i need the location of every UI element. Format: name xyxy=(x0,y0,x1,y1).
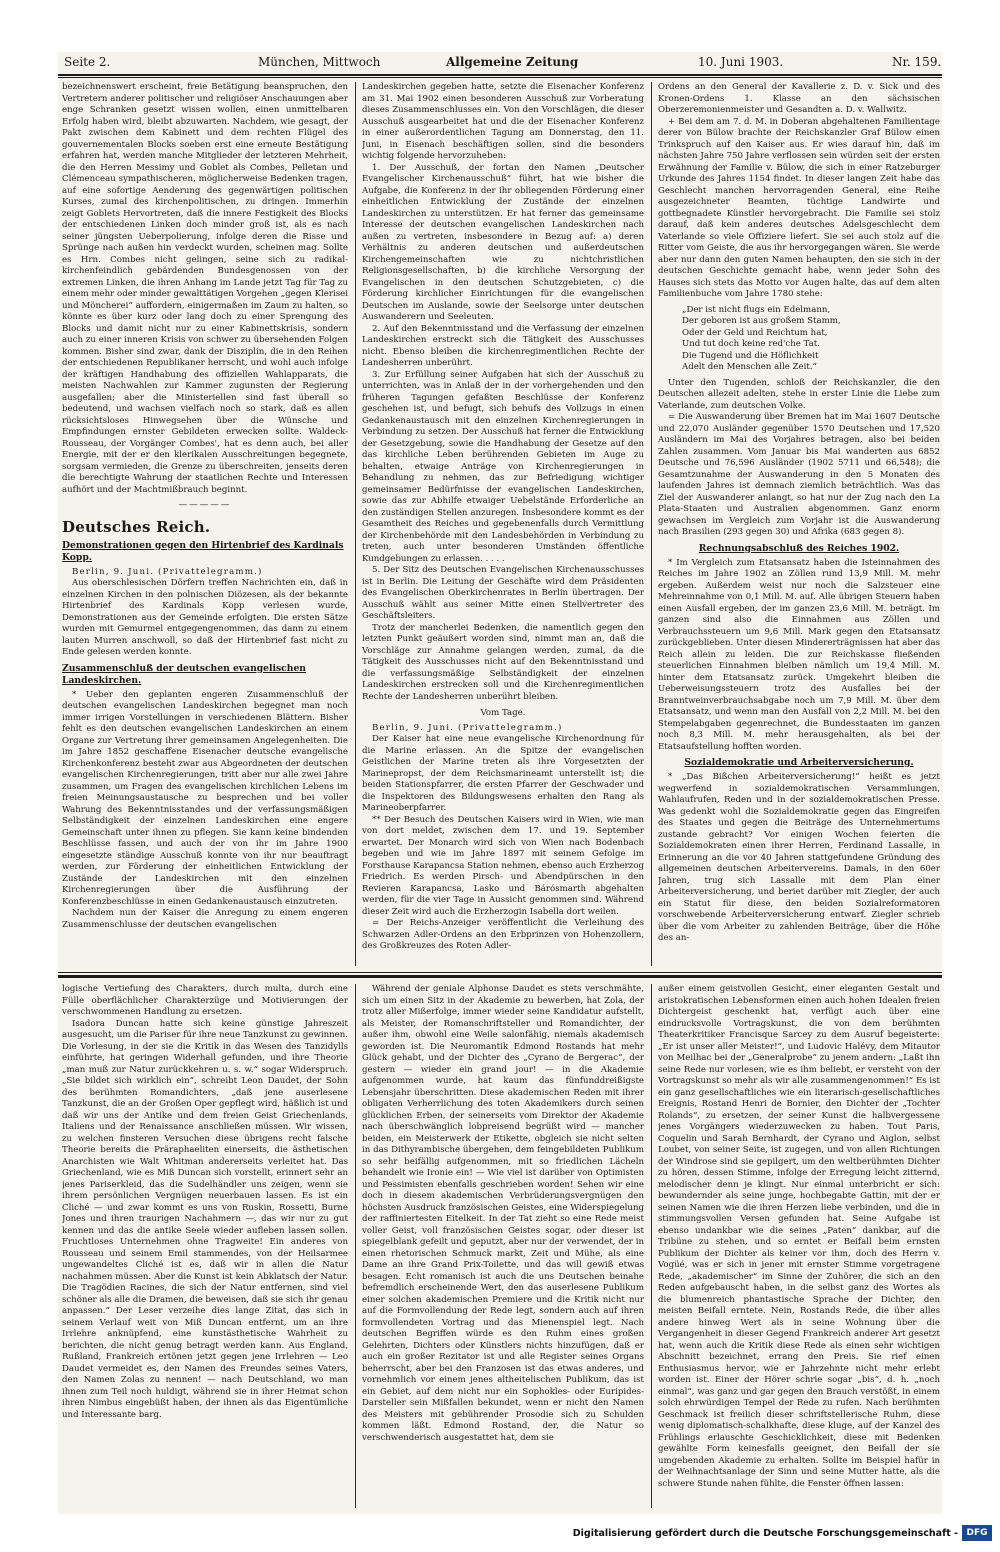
column-rule xyxy=(651,984,652,1508)
article-heading-rechnungsabschluss: Rechnungsabschluß des Reiches 1902. xyxy=(698,542,900,554)
section-separator: ————— xyxy=(178,500,232,510)
section-heading-deutsches-reich: Deutsches Reich. xyxy=(62,517,211,536)
issue-number: Nr. 159. xyxy=(892,55,942,69)
article-paragraph: Unter den Tugenden, schloß der Reichskanzler, die den Deutschen allezeit adelten, stehe in erster Linie die Liebe zum Vaterlande, zum deutschen Volke. xyxy=(658,377,940,411)
poem-line: „Der ist nicht flugs ein Edelmann, xyxy=(682,304,831,315)
newspaper-page xyxy=(58,52,942,1514)
article-paragraph: = Der Reichs-Anzeiger veröffentlicht die Verleihung des Schwarzen Adler-Ordens an den Erbprinzen von Hohenzollern, des Großkreuzes des Roten Adler- xyxy=(362,918,644,951)
header-rule-thin xyxy=(58,77,942,78)
dfg-logo: DFG xyxy=(962,1525,992,1541)
lower-column-3 xyxy=(658,984,940,1508)
article-paragraph: Landeskirchen gegeben hatte, setzte die Eisenacher Konferenz am 31. Mai 1902 einen besonderen Ausschuß zur Vorberatung dieses Zusammenschlusses ein. Von den Vorschlägen, die dieser Ausschuß ausgearbeitet hat und die der Eisenacher Konferenz in einer außerordentlichen Tagung am Donnerstag, den 11. Juni, in Eisenach beschäftigen sollen, sind die besonders wichtig folgende hervorzuheben: xyxy=(362,82,644,161)
column-rule xyxy=(355,984,356,1508)
funding-notice: Digitalisierung gefördert durch die Deutsche Forschungsgemeinschaft - xyxy=(572,1528,958,1539)
upper-column-1 xyxy=(62,82,348,966)
article-paragraph: Aus oberschlesischen Dörfern treffen Nachrichten ein, daß in einzelnen Kirchen in den polnischen Diözesen, als der bekannte Hirtenbrief des Kardinals Kopp verlesen wurde, Demonstrationen aus der Gemeinde erfolgten. Die ersten Sätze wurden mit Gemurmel entgegengenommen, das dann zu einem lauten Murren anschwoll, so daß der Hirtenbrief fast nicht zu Ende gelesen werden konnte. xyxy=(62,578,348,657)
article-heading-sozialdemokratie: Sozialdemokratie und Arbeiterversicherung. xyxy=(684,757,914,768)
article-paragraph: Ordens an den General der Kavallerie z. D. v. Sick und des Kronen-Ordens 1. Klasse an den sächsischen Oberzeremonienmeister und Gesandten a. D. v. Wallwitz. xyxy=(658,82,940,115)
feuilleton-paragraph: Isadora Duncan hatte sich keine günstige Jahreszeit ausgesucht, um die Pariser für ihre neue Tanzkunst zu gewinnen. Die Vorlesung, in der sie die Kritik in das Wesen des Tanzidylls einführte, hat geringen Widerhall gefunden, und ihre Theorie „man muß zur Natur zurückkehren u. s. w.“ sogar Widerspruch. „Sie bildet sich wirklich ein“, schreibt Leon Daudet, der Sohn des berühmten Romandichters, „daß jene auserlesene Tanzkunst, die an der Großen Oper gepflegt wird, häßlich ist und daß wir uns der Antike und dem freien Geist Griechenlands, Italiens und der Renaissance anschließen müssen. Wir wissen, zu welchen finsteren Versuchen diese übrigens recht falsche Theorie bereits die Präraphaeliten einerseits, die ästhetischen Anarchisten wie Walt Whitman andererseits verleitet hat. Das Griechenland, wie es Miß Duncan sich vorstellt, erinnert sehr an jenes Pariserkleid, das die Sudelhändler uns zeigen, wenn sie ihrem persönlichen Vergnügen neuerbauen lassen. Es ist ein Cliché — und zwar kommt es uns von Ruskin, Rossetti, Burne Jones und ihren traurigen Nachahmern —, das wir nur zu gut kennen und das die antike Seele wieder aufleben lassen sollen. Fruchtloses Unternehmen ohne Tragweite! Ein anderes von Rousseau und seinem Emil stammendes, von der Heilsarmee ungewandeltes Cliché ist es, daß wir in allen die Natur nachahmen müssen. Aber die Kunst ist kein Abklatsch der Natur. Die Tragödien Racines, die sich der Natur entfernen, sind viel schöner als alle die Dramen, die beweisen, daß sie sich ihr genau anpassen.“ Der Leser verzeihe dies lange Zitat, das sich in seinem Verlauf weit von Miß Duncan entfernt, um an ihre Irrlehre anknüpfend, eine kunstästhetische Wahrheit zu berichten, die nicht genug betragt werden kann. Aus England, Rußland, Frankreich ertönen jetzt gegen jene Irrlehren — Leo Daudet vermeidet es, den Namen des Freundes seines Vaters, den Namen Zolas zu nennen! — nach Deutschland, wo man ihnen zum Teil noch huldigt, während sie in ihrer Heimat schon ihren Nimbus eingebüßt haben, der ihnen als das Eigentümliche und Interessante barg. xyxy=(62,1018,348,1420)
column-rule xyxy=(651,82,652,966)
article-paragraph: Nachdem nun der Kaiser die Anregung zu einem engeren Zusammenschlusse der deutschen evangelischen xyxy=(62,908,348,930)
dateline: Berlin, 9. Juni. (Privattelegramm.) xyxy=(72,566,263,577)
poem-line: Die Tugend und die Höflichkeit xyxy=(682,350,819,361)
feuilleton-paragraph: außer einem geistvollen Gesicht, einer eleganten Gestalt und aristokratischen Lebensformen einen auch hohen Idealen freien Dichtergeist geschenkt hat, verfügt auch über eine eindrucksvolle Vortragskunst, die von dem berühmten Theaterkritiker Francisque Sarcey zu dem Ausruf begeisterte: „Er ist unser aller Meister!“, und Ludovic Halévy, dem Mitautor von Meilhac bei der „Generalprobe“ zu jenem andern: „Laßt ihn seine Rede nur vorlesen, wie es ihm beliebt, er versteht von der Vortragskunst so mehr als wir alle zusammengenommen!“ Es ist ein ganz gesellschaftliches wie ein literarisch-gesellschaftliches Ereignis, Rostand Henri de Bornier, den Dichter der „Tochter Rolands“, zu ersetzen, der seiner Kunst die halbvergessene jenes Vorgängers wiederzuwecken zu haben. Tout Paris, Coquelin und Sarah Bernhardt, der Cyrano und Aiglon, selbst Loubet, von seiner Seite, ist zugegen, und von allen Richtungen der Windrose sind sie gepilgert, um den weltberühmten Dichter zu hören, dessen Stimme, infolge der Erregung leicht zitternd, melodischer denn je klingt. Nur einmal unterbricht er sich: bewundernder als seine junge, hochbegabte Gattin, mit der er seinen Namen wie die ihren Herzen liebe verbinden, und die in stimmungsvollen Versen gefunden hat. Seine Aufgabe ist ebenso undankbar wie die seines „Paten“ dankbar, auf die Tribüne zu stehen, und so erntet er Beifall beim ernsten Publikum der Dichter als keiner vor ihm, doch des Herrn v. Vogüé, was er sich in jener mit ernster Stimme vorgetragene Rede, „akademischer“ im Sinne der Zuhörer, die sich an den Reden aufgebauscht haben, in die selbst ganz des Wortes als die blumenreich phantastische Sprache der Dichter, den meisten Beifall erntete. Nein, Rostands Rede, die über alles andere hinweg Wert als in seine Wohnung über die Vergangenheit in dieser Gegend Frankreich anderer Art gesetzt hat, wenn auch die Kritik diese Rede als einen sehr wichtigen Abschnitt bezeichnet, errang den Preis. Sie rief einen Enthusiasmus hervor, wie er Jahrzehnte nicht mehr erlebt worden ist. Einer der Hörer schrie sogar „bis“, d. h. „noch einmal“, was ganz und gar gegen den Brauch verstößt, in einem solch ehrwürdigen Tempel der Rede zu rufen. Nach berühmten Geschmack ist freilich dieser schriftstellerische Ruhm, diese wenig diplomatisch-schalkhafte, diese kluge, auf der Kanzel des Frühlings erlauschte Geschicklichkeit, diese mit Bedenken gewählte Form keinesfalls geeignet, den Beifall der sie umgebenden Akademie zu erhalten. Sollte im Beispiel hafür in der Weihnachtsanlage der Sinn und seine Mutter hatte, als die schwere Stunde nahen fühlte, die Fenster öffnen lassen: xyxy=(658,984,940,1489)
article-heading-zusammenschluss: Zusammenschluß der deutschen evangelischen Landeskirchen. xyxy=(62,662,306,686)
poem-line: Adelt den Menschen alle Zeit.“ xyxy=(682,362,817,372)
article-paragraph: Trotz der mancherlei Bedenken, die namentlich gegen den letzten Punkt geäußert worden sind, nimmt man an, daß die Vorschläge zur Annahme gelangen werden, zumal, da die Tätigkeit des Ausschusses nicht auf den Bekenntnisstand und die verfassungsmäßige Selbständigkeit der einzelnen Landeskirchen erstrecken soll und die Kirchenregimentlichen Rechte der Landesherren unberührt bleiben. xyxy=(362,622,644,702)
newspaper-title: Allgemeine Zeitung xyxy=(446,55,579,69)
column-rule xyxy=(355,82,356,966)
article-paragraph: ** Der Besuch des Deutschen Kaisers wird in Wien, wie man von dort meldet, zwischen dem 17. und 19. September erwartet. Der Monarch wird sich von Wien nach Bodenbach begeben und wie im Jahre 1897 mit seinem Gefolge im Forsthause Karapancsa Station nehmen, ebenso auch Erzherzog Friedrich. Es werden Pirsch- und Abendpürschen in den Revieren Karapancsa, Lasko und Bárósmarth abgehalten werden, für die vier Tage in Aussicht genommen sind. Während dieser Zeit wird auch die Erzherzogin Isabella dort weilen. xyxy=(362,814,644,917)
article-paragraph: + Bei dem am 7. d. M. in Doberan abgehaltenen Familientage derer von Bülow brachte der Reichskanzler Graf Bülow einen Trinkspruch auf den Kaiser aus. Er wies darauf hin, daß im nächsten Jahre 750 Jahre verflossen sein würden seit der ersten Erwähnung der Familie v. Bülow, die sich in einer Ratzeburger Urkunde des Jahres 1154 findet. In dieser langen Zeit habe das Geschlecht manchen hervorragenden General, eine Reihe ausgezeichneter Beamten, tüchtige Landwirte und gottbegnadete Künstler hervorgebracht. Die Familie sei stolz darauf, daß kein anderes deutsches Adelsgeschlecht dem Vaterlande so viele Offiziere liefert. Sie sei auch stolz auf die Ritter vom Geiste, die aus ihr hervorgegangen wären. Sie werde aber nur dann den guten Namen behaupten, den sie sich in der deutschen Geschichte gemacht habe, wenn jeder Sohn des Hauses sich stets das Motto vor Augen halte, das auf dem alten Familienbuche vom Jahre 1780 stehe: xyxy=(658,116,940,299)
upper-column-2 xyxy=(362,82,644,966)
article-paragraph: * „Das Bißchen Arbeiterversicherung!“ heißt es jetzt wegwerfend in sozialdemokratischen Versammlungen, Wahlaufrufen, Reden und in der sozialdemokratischen Presse. Was gedenkt wohl die Sozialdemokratie gegen das Eingreifen des Staates und gegen die Beiträge des Unternehmertums zustande gebracht? Vor einigen Wochen feierten die Sozialdemokraten einen ihrer Herren, Ferdinand Lassalle, in Erinnerung an die vor 40 Jahren stattgefundene Gründung des allgemeinen deutschen Arbeitervereins. Damals, in den 60er Jahren, trug sich Lassalle mit dem Plan einer Arbeiterversicherung, und beriet darüber mit Ziegler, der auch ein Statut für diese, den beiden Sozialreformatoren vorschwebende Arbeiterversicherung entwarf. Ziegler schrieb über die vom Arbeiter zu zahlenden Beiträge, über die Höhe des an- xyxy=(658,772,940,943)
article-paragraph: * Ueber den geplanten engeren Zusammenschluß der deutschen evangelischen Landeskirchen begegnet man noch immer irrigen Vorstellungen in verschiedenen Blättern. Bisher fehlt es den deutschen evangelischen Landeskirchen an einem Organe zur Vertretung ihrer gemeinsamen Angelegenheiten. Die im Jahre 1852 geschaffene Eisenacher deutsche evangelische Kirchenkonferenz besteht zwar aus Abgeordneten der deutschen evangelischen Kirchenregierungen, tritt aber nur alle zwei Jahre zusammen, um Fragen des evangelischen kirchlichen Lebens im freien Meinungsaustausche zu besprechen und bei voller Wahrung des Bekenntnisstandes und der verfassungsmäßigen Selbständigkeit der einzelnen Landeskirchen eine engere Gemeinschaft unter ihnen zu pflegen. Sie kann keine bindenden Beschlüsse fassen, und auch der von ihr im Jahre 1900 eingesetzte ständige Ausschuß konnte von ihr nur beauftragt werden, zur Förderung der einheitlichen Entwicklung der Zustände der Landeskirchen mit den einzelnen Kirchenregierungen über die Ausführung der Konferenzbeschlüsse in einen Gedankenaustausch einzutreten. xyxy=(62,689,348,907)
page-number: Seite 2. xyxy=(64,55,111,69)
article-paragraph: Der Kaiser hat eine neue evangelische Kirchenordnung für die Marine erlassen. An die Spitze der evangelischen Geistlichen der Marine treten als ihre Vorgesetzten der Marinepropst, der dem Reichsmarineamt unterstellt ist; die beiden Stationspfarrer, die ersten Pfarrer der Geschwader und die Inspektoren des Bildungswesens erhalten den Rang als Marineoberpfarrer. xyxy=(362,734,644,813)
header-rule xyxy=(58,74,942,76)
poem-line: Der geboren ist aus großem Stamm, xyxy=(682,316,841,326)
article-paragraph: bezeichnenswert erscheint, freie Betätigung beanspruchen, den Vertretern anderer politischer und religiöser Anschauungen aber enge Schranken gesetzt wissen wollen, einen unmittelbaren Erfolg haben wird, bleibt abzuwarten. Nachdem, wie gesagt, der Pakt zwischen dem Kabinett und dem rechten Flügel des gouvernementalen Blocks soeben erst eine erneute Bestätigung erfahren hat, werden manche Mitglieder der letzteren Mehrheit, die den Herren Messimy und Goblet als Combes, Pelletan und Clémenceau sympathischeren, möglicherweise Bedenken tragen, auf eine sofortige Aenderung des gegenwärtigen politischen Kurses, zumal des kirchenpolitischen, zu dringen. Immerhin zeigt Goblets Hervortreten, daß die innere Festigkeit des Blocks der entschiedenen Linken doch minder groß ist, als es nach seiner jüngsten Ueberpolierung, infolge deren die Risse und Sprünge nach außen hin verdeckt wurden, scheinen mag. Sollte es Hrn. Combes nicht gelingen, seine sich zu radikal-kirchenfeindlich gebärdenden Bundesgenossen von der extremen Linken, die ihren Anhang im Lande jetzt Tag für Tag zu einem mehr oder minder gewalttätigen Vorgehen „gegen Klerisei und Möncherei“ auffordern, einigermaßen im Zaum zu halten, so könnte es über kurz oder lang doch zu einer Sprengung des Blocks und damit nicht nur zu einer Kabinettskrisis, sondern auch zu einer inneren Krisis von schwer zu übersehenden Folgen kommen. Bisher sind zwar, dank der Disziplin, die in den Reihen der entschiedenen Republikaner herrscht, und wohl auch infolge der kräftigen Handhabung des offiziellen Wahlapparats, die meisten Nachwahlen zur Kammer zugunsten der Regierung ausgefallen; aber die Ministeriellen sind fast überall so bedeutend, und wachsen vielfach noch so stark, daß es allen rücksichtsloses Hinwegsehen über die Wünsche und Empfindungen ernster Gebildeten erwecken sollte. Waldeck-Rousseau, der Vorgänger Combes', hat es denn auch, bei aller Energie, mit der er den klerikalen Ausschreitungen begegnete, sorgsam vermieden, die Grenze zu überschreiten, jenseits deren die berechtigte Wahrung der staatlichen Rechte und Interessen aufhört und der Machtmißbrauch beginnt. xyxy=(62,82,348,495)
page-header xyxy=(58,52,942,74)
feuilleton-rule xyxy=(58,972,942,973)
article-paragraph: 3. Zur Erfüllung seiner Aufgaben hat sich der Ausschuß zu unterrichten, was in Anlaß der in der vorhergehenden und den früheren Tagungen gefaßten Beschlüsse der Konferenz geschehen ist, und befugt, sich behufs des Vollzugs in einen Gedankenaustausch mit den einzelnen Kirchenregierungen in Verbindung zu setzen. Der Ausschuß hat ferner die Entwicklung der Gesetzgebung, sowie die Handhabung der Gesetze auf den das kirchliche Leben berührenden Gebieten im Auge zu behalten, etwaige Anträge von Kirchenregierungen in Behandlung zu nehmen, das zur Befriedigung wichtiger gemeinsamer Bedürfnisse der evangelischen Landeskirchen, sowie das zur Abhilfe etwaiger Uebelstände Erforderliche an den zuständigen Stellen anzuregen. Insbesondere kommt es der Gesamtheit des Reiches und gegebenenfalls durch Vermittlung der Kirchenbehörde mit den Landesbehörden in Verbindung zu treten, auch unter besonderen Umständen öffentliche Kundgebungen zu erlassen. . . . . xyxy=(362,369,644,564)
poem-line: Und tut doch keine red'che Tat. xyxy=(682,339,820,349)
article-heading-demonstrationen: Demonstrationen gegen den Hirtenbrief des Kardinals Kopp. xyxy=(62,539,344,563)
issue-date: 10. Juni 1903. xyxy=(698,55,784,69)
feuilleton-paragraph: Während der geniale Alphonse Daudet es stets verschmähte, sich um einen Sitz in der Akademie zu bewerben, hat Zola, der trotz aller Mißerfolge, immer wieder seine Kandidatur aufstellt, als Meister, der Romanschriftsteller und Romandichter, der außer ihm, obwohl eine Weile salonfähig, niemals akademisch geworden ist. Die Neuromantik Edmond Rostands hat mehr Glück gehabt, und der Dichter des „Cyrano de Bergerac“, der gestern — wieder ein grand jour! — in die Akademie aufgenommen wurde, hat kaum das fünfunddreißigste Lebensjahr überschritten. Diese akademischen Reden mit ihrer obligaten Verherrlichung des toten Akademikers durch seinen glücklichen Erben, der seinerseits vom Direktor der Akademie nach überschwänglich lobpreisend begrüßt wird — mancher beiden, ein Meisterwerk der Etikette, obgleich sie nicht selten in das Dithyrambische übergehen, dem feingebildeten Publikum so sehr beifällig aufgenommen, mit so friedlichen Lächeln behandelt wie Ironie ein! — Wie viel ist darüber von Optimisten und Pessimisten ebenfalls geschrieben worden! Sehen wir eine doch in diesem akademischen Verbrüderungsvergnügen den höchsten Ausdruck französischen Geistes, eine Widerspiegelung der raffiniertesten Eitelkeit. In der Tat zieht so eine Rede meist voller Geist, voll französischen Geistes sogar, oder dieser ist spiegelblank gefeilt und geputzt, aber nur der verwendet, der in einen rhetorischen Schmuck markt, Zeit und Mühe, als eine Dame an ihre Grand Prix-Toilette, und das will gewiß etwas besagen. Echt romanisch ist auch die uns Deutschen beinahe befremdlich erscheinende Wert, den das auserlesene Publikum einer solchen akademischen Premiere und die Kritik nicht nur auf die Formvollendung der Rede legt, sondern auch auf ihren formvollendeten Vortrag und das Mienenspiel legt. Nach deutschen Begriffen würde es den Ruhm eines großen Gelehrten, Dichters oder Künstlers nichts hinzufügen, daß er auch ein großer Rezitator ist und alle Register seines Organs beherrscht, aber bei den Franzosen ist das etwas anderes, und vornehmlich vor einem jenes altheitelischen Publikum, das ist ein Gebiet, auf dem nicht nur ein Sophokles- oder Euripides-Darsteller sein Mißfallen bekundet, wenn er nicht den Namen des Meisters mit gebührender Prosodie sich zu Schulden kommen läßt. Edmond Rostand, der, die Natur so verschwenderisch ausgestattet hat, dem sie xyxy=(362,984,644,1443)
motto-poem xyxy=(682,305,940,374)
feuilleton-paragraph: logische Vertiefung des Charakters, durch multa, durch eine Fülle oberflächlicher Charakterzüge und Motivierungen der verschwommenen Handlung zu ersetzen. xyxy=(62,984,348,1017)
section-heading-vom-tage: Vom Tage. xyxy=(480,708,526,718)
article-paragraph: 5. Der Sitz des Deutschen Evangelischen Kirchenausschusses ist in Berlin. Die Leitung der Geschäfte wird dem Präsidenten des Evangelischen Oberkirchenrates in Berlin übertragen. Der Ausschuß wählt aus seiner Mitte einen Stellvertreter des Geschäftsleiters. xyxy=(362,565,644,621)
feuilleton-rule-thick xyxy=(58,975,942,978)
poem-line: Oder der Geld und Reichtum hat, xyxy=(682,327,828,338)
article-paragraph: = Die Auswanderung über Bremen hat im Mai 1607 Deutsche und 22,070 Ausländer gegenüber 1570 Deutschen und 17,520 Ausländern im Mai des Vorjahres betragen, also bei beiden Zahlen zusammen. Vom Januar bis Mai wanderten aus 6852 Deutsche und 76,596 Ausländer (1902 5711 und 66,548); die Gesamtzunahme der Auswanderung in den 5 Monaten des laufenden Jahres ist demnach ziemlich beträchtlich. Was das Ziel der Auswanderer anlangt, so hat nur der Zug nach den La Plata-Staaten und Australien abgenommen. Ganz enorm gewachsen im Vergleich zum Vorjahr ist die Auswanderung nach Brasilien (293 gegen 30) und Afrika (683 gegen 8). xyxy=(658,412,940,537)
place-date: München, Mittwoch xyxy=(258,55,381,69)
dateline: Berlin, 9. Juni. (Privattelegramm.) xyxy=(372,722,563,733)
article-paragraph: 1. Der Ausschuß, der fortan den Namen „Deutscher Evangelischer Kirchenausschuß“ führt, hat wie bisher die Aufgabe, die Konferenz in der ihr obliegenden Förderung einer einheitlichen Entwicklung der Zustände der einzelnen Landeskirchen zu unterstützen. Er hat ferner das gemeinsame Interesse der deutschen evangelischen Landeskirchen nach außen zu vertreten, insbesondere in Bezug auf: a) deren Verhältnis zu anderen deutschen und außerdeutschen Kirchengemeinschaften wie zu nichtchristlichen Religionsgesellschaften, b) die kirchliche Versorgung der Evangelischen in den deutschen Schutzgebieten, c) die Förderung kirchlicher Einrichtungen für die evangelischen Deutschen im Auslande, sowie der Seelsorge unter deutschen Auswanderern und Seeleuten. xyxy=(362,162,644,322)
lower-column-2 xyxy=(362,984,644,1508)
digitization-footer xyxy=(0,1516,1000,1552)
upper-column-3 xyxy=(658,82,940,966)
lower-column-1 xyxy=(62,984,348,1508)
article-paragraph: * Im Vergleich zum Etatsansatz haben die Isteinnahmen des Reiches im Jahre 1902 an Zöllen rund 13,9 Mill. M. mehr ergeben. Außerdem weist nur noch die Salzsteuer eine Mehreinnahme von 0,1 Mill. M. auf. Alle übrigen Steuern haben einen Ausfall ergeben, der im ganzen 23,6 Mill. M. beträgt. Im ganzen sind also die Einnahmen aus Zöllen und Verbrauchssteuern um 9,6 Mill. Mark gegen den Etatsansatz zurückgeblieben. Unter diesen Mindererträgnissen hat aber das Reich allein zu leiden. Die zur Reichskasse fließenden steuerlichen Einnahmen bleiben nämlich um 19,4 Mill. M. hinter dem Etatsansatz zurück. Umgekehrt bleiben die Ueberweisungssteuern trotz des Ausfalles bei der Branntweinverbrauchsabgabe noch um 7,9 Mill. M. über dem Etatsansatz, und wenn man den Ausfall von 2,2 Mill. M. bei den Stempelabgaben gegenrechnet, die Bundesstaaten im ganzen noch 8,3 Mill. M. mehr herausgehalten, als bei der Etatsaufstellung hofften worden. xyxy=(658,557,940,752)
article-paragraph: 2. Auf den Bekenntnisstand und die Verfassung der einzelnen Landeskirchen erstreckt sich die Tätigkeit des Ausschusses nicht. Ebenso bleiben die kirchenregimentlichen Rechte der Landesherren unberührt. xyxy=(362,323,644,368)
